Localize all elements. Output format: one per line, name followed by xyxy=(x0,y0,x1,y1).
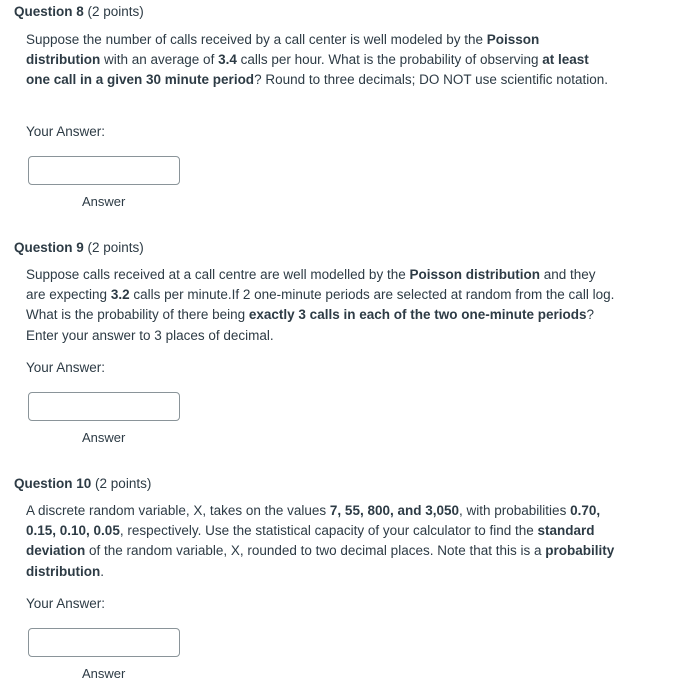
text-segment: , respectively. Use the statistical capacity of your calculator to find the xyxy=(119,523,538,539)
question-number: Question 10 xyxy=(14,476,92,491)
emphasis-text: Poisson distribution xyxy=(409,267,540,282)
text-segment: ? Enter your answer to 3 places of decimal. xyxy=(26,307,594,343)
text-segment: A discrete random variable, X, takes on the values xyxy=(26,503,330,518)
emphasis-text: 0.70, 0.15, 0.10, 0.05 xyxy=(26,503,601,539)
text-segment: calls per minute.If 2 one-minute periods are selected at random from the call log. What is the probability of there being xyxy=(26,287,615,323)
text-segment: . xyxy=(100,563,105,579)
question-title xyxy=(14,476,151,491)
answer-input[interactable] xyxy=(28,392,180,421)
question-number: Question 8 xyxy=(14,4,84,19)
text-segment: Suppose calls received at a call centre are well modelled by the xyxy=(26,267,410,282)
question-title xyxy=(14,4,144,19)
text-segment: and they are expecting xyxy=(26,267,596,303)
emphasis-text: at least one call in a given 30 minute period xyxy=(26,52,589,88)
answer-caption: Answer xyxy=(82,430,126,445)
question-number: Question 9 xyxy=(14,240,84,255)
question-text xyxy=(26,30,616,91)
emphasis-text: 7, 55, 800, and 3,050 xyxy=(329,503,460,518)
question-points: (2 points) xyxy=(87,4,144,19)
question-points: (2 points) xyxy=(87,240,144,255)
question-text xyxy=(26,501,616,582)
answer-input[interactable] xyxy=(28,156,180,185)
answer-input[interactable] xyxy=(28,628,180,657)
text-segment: ? Round to three decimals; DO NOT use scientific notation. xyxy=(254,72,608,88)
text-segment: Suppose the number of calls received by a call center is well modeled by the xyxy=(26,32,487,47)
question-points: (2 points) xyxy=(95,476,152,491)
question-title xyxy=(14,240,144,255)
emphasis-text: exactly 3 calls in each of the two one-minute periods xyxy=(248,307,587,323)
emphasis-text: Poisson distribution xyxy=(26,32,540,68)
question-text xyxy=(26,265,616,346)
text-segment: calls per hour. What is the probability of observing xyxy=(236,52,543,68)
your-answer-label: Your Answer: xyxy=(26,596,106,611)
text-segment: with an average of xyxy=(100,52,219,68)
emphasis-text: standard deviation xyxy=(26,523,595,559)
emphasis-text: 3.4 xyxy=(218,52,237,68)
emphasis-text: probability distribution xyxy=(26,543,615,579)
text-segment: , with probabilities xyxy=(459,503,571,518)
emphasis-text: 3.2 xyxy=(110,287,130,303)
answer-caption: Answer xyxy=(82,666,126,681)
answer-caption: Answer xyxy=(82,194,126,209)
your-answer-label: Your Answer: xyxy=(26,360,106,375)
text-segment: of the random variable, X, rounded to two decimal places. Note that this is a xyxy=(85,543,546,559)
your-answer-label: Your Answer: xyxy=(26,124,106,139)
